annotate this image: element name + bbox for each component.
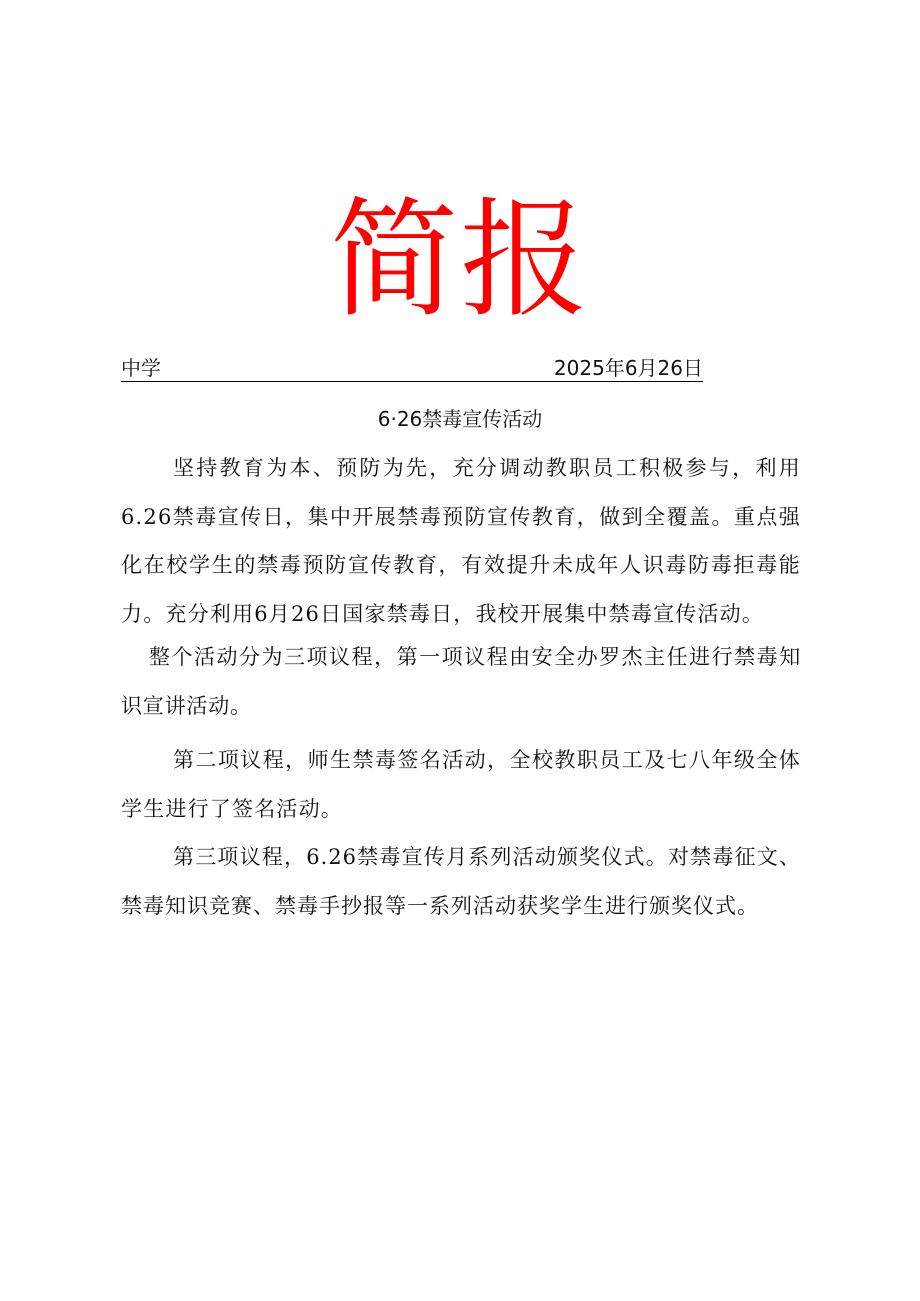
paragraph-intro: 坚持教育为本、预防为先，充分调动教职员工积极参与，利用6.26禁毒宣传日，集中开展禁毒预防宣传教育，做到全覆盖。重点强化在校学生的禁毒预防宣传教育，有效提升未成年人识毒防毒拒毒能力。充分利用6月26日国家禁毒日，我校开展集中禁毒宣传活动。 — [121, 456, 801, 626]
unit-name: 中学 — [121, 356, 161, 380]
paragraph-agenda-three: 第三项议程，6.26禁毒宣传月系列活动颁奖仪式。对禁毒征文、禁毒知识竞赛、禁毒手抄报等一系列活动获奖学生进行颁奖仪式。 — [121, 845, 801, 918]
masthead-title: 简报 — [329, 186, 590, 335]
info-line — [121, 355, 703, 382]
paragraph-agenda-one: 整个活动分为三项议程，第一项议程由安全办罗杰主任进行禁毒知识宣讲活动。 — [121, 645, 801, 718]
document-title: 6·26禁毒宣传活动 — [377, 407, 543, 431]
issue-date: 2025年6月26日 — [553, 356, 703, 380]
paragraph-agenda-two: 第二项议程，师生禁毒签名活动，全校教职员工及七八年级全体学生进行了签名活动。 — [121, 748, 801, 821]
